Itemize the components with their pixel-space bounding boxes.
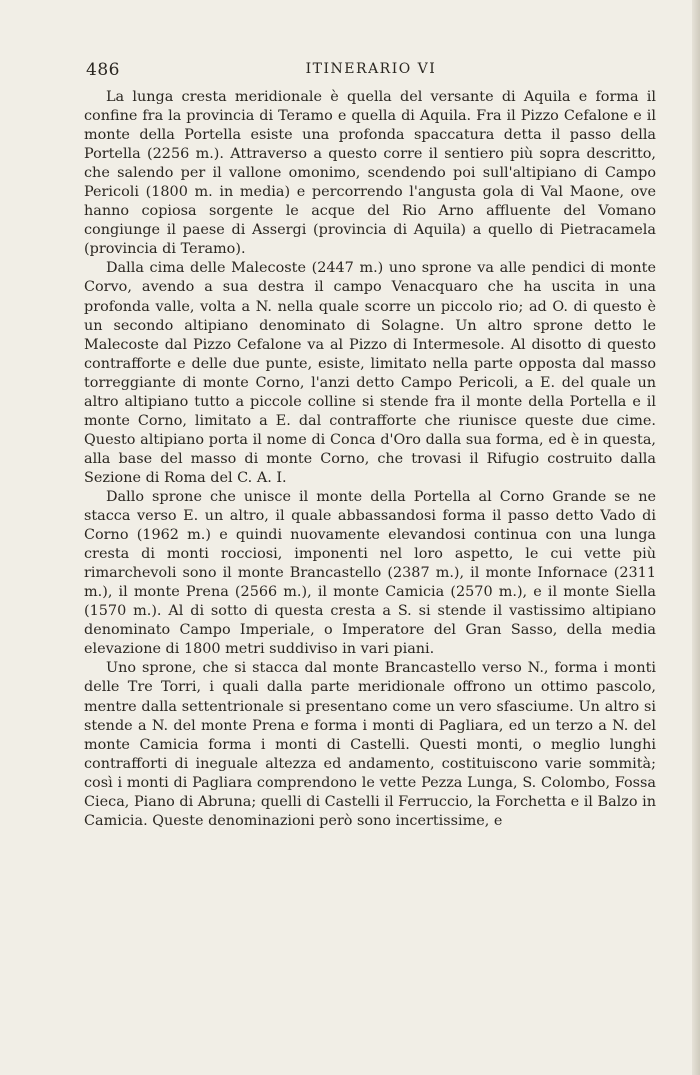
paragraph: Dallo sprone che unisce il monte della Portella al Corno Grande se ne stacca verso E. un altro, il quale abbassandosi forma il passo detto Vado di Corno (1962 m.) e quindi nuovamente elevandosi continua con una lunga cresta di monti rocciosi, imponenti nel loro aspetto, le cui vette più rimarchevoli sono il monte Brancastello (2387 m.), il monte Infornace (2311 m.), il monte Prena (2566 m.), il monte Camicia (2570 m.), e il monte Siella (1570 m.). Al di sotto di questa cresta a S. si stende il vastissimo altipiano denominato Campo Imperiale, o Imperatore del Gran Sasso, della media elevazione di 1800 metri suddiviso in vari piani. <box>84 488 656 658</box>
page-header <box>86 60 656 86</box>
paragraph: Uno sprone, che si stacca dal monte Brancastello verso N., forma i monti delle Tre Torri, i quali dalla parte meridionale offrono un ottimo pascolo, mentre dalla settentrionale si presentano come un vero sfasciume. Un altro si stende a N. del monte Prena e forma i monti di Pagliara, ed un terzo a N. del monte Camicia forma i monti di Castelli. Questi monti, o meglio lunghi contrafforti di ineguale altezza ed andamento, costituiscono varie sommità; così i monti di Pagliara comprendono le vette Pezza Lunga, S. Colombo, Fossa Cieca, Piano di Abruna; quelli di Castelli il Ferruccio, la Forchetta e il Balzo in Camicia. Queste denominazioni però sono incertissime, e <box>84 660 656 829</box>
page-edge-shadow <box>692 0 700 1075</box>
paragraph: Dalla cima delle Malecoste (2447 m.) uno sprone va alle pendici di monte Corvo, avendo a sua destra il campo Venacquaro che ha uscita in una profonda valle, volta a N. nella quale scorre un piccolo rio; ad O. di questo è un secondo altipiano denominato di Solagne. Un altro sprone detto le Malecoste dal Pizzo Cefalone va al Pizzo di Intermesole. Al disotto di questo contrafforte e delle due punte, esiste, limitato nella parte opposta dal masso torreggiante di monte Corno, l'anzi detto Campo Pericoli, a E. del quale un altro altipiano tutto a piccole colline si stende fra il monte della Portella e il monte Corno, limitato a E. dal contrafforte che riunisce queste due cime. Questo altipiano porta il nome di Conca d'Oro dalla sua forma, ed è in questa, alla base del masso di monte Corno, che trovasi il Rifugio costruito dalla Sezione di Roma del C. A. I. <box>84 260 656 486</box>
page-number: 486 <box>86 60 120 80</box>
running-title: ITINERARIO VI <box>305 61 437 77</box>
paragraph: La lunga cresta meridionale è quella del versante di Aquila e forma il confine fra la provincia di Teramo e quella di Aquila. Fra il Pizzo Cefalone e il monte della Portella esiste una profonda spaccatura detta il passo della Portella (2256 m.). Attraverso a questo corre il sentiero più sopra descritto, che salendo per il vallone omonimo, scendendo poi sull'altipiano di Campo Pericoli (1800 m. in media) e percorrendo l'angusta gola di Val Maone, ove hanno copiosa sorgente le acque del Rio Arno affluente del Vomano congiunge il paese di Assergi (provincia di Aquila) a quello di Pietracamela (provincia di Teramo). <box>84 89 656 258</box>
body-text <box>84 88 656 831</box>
